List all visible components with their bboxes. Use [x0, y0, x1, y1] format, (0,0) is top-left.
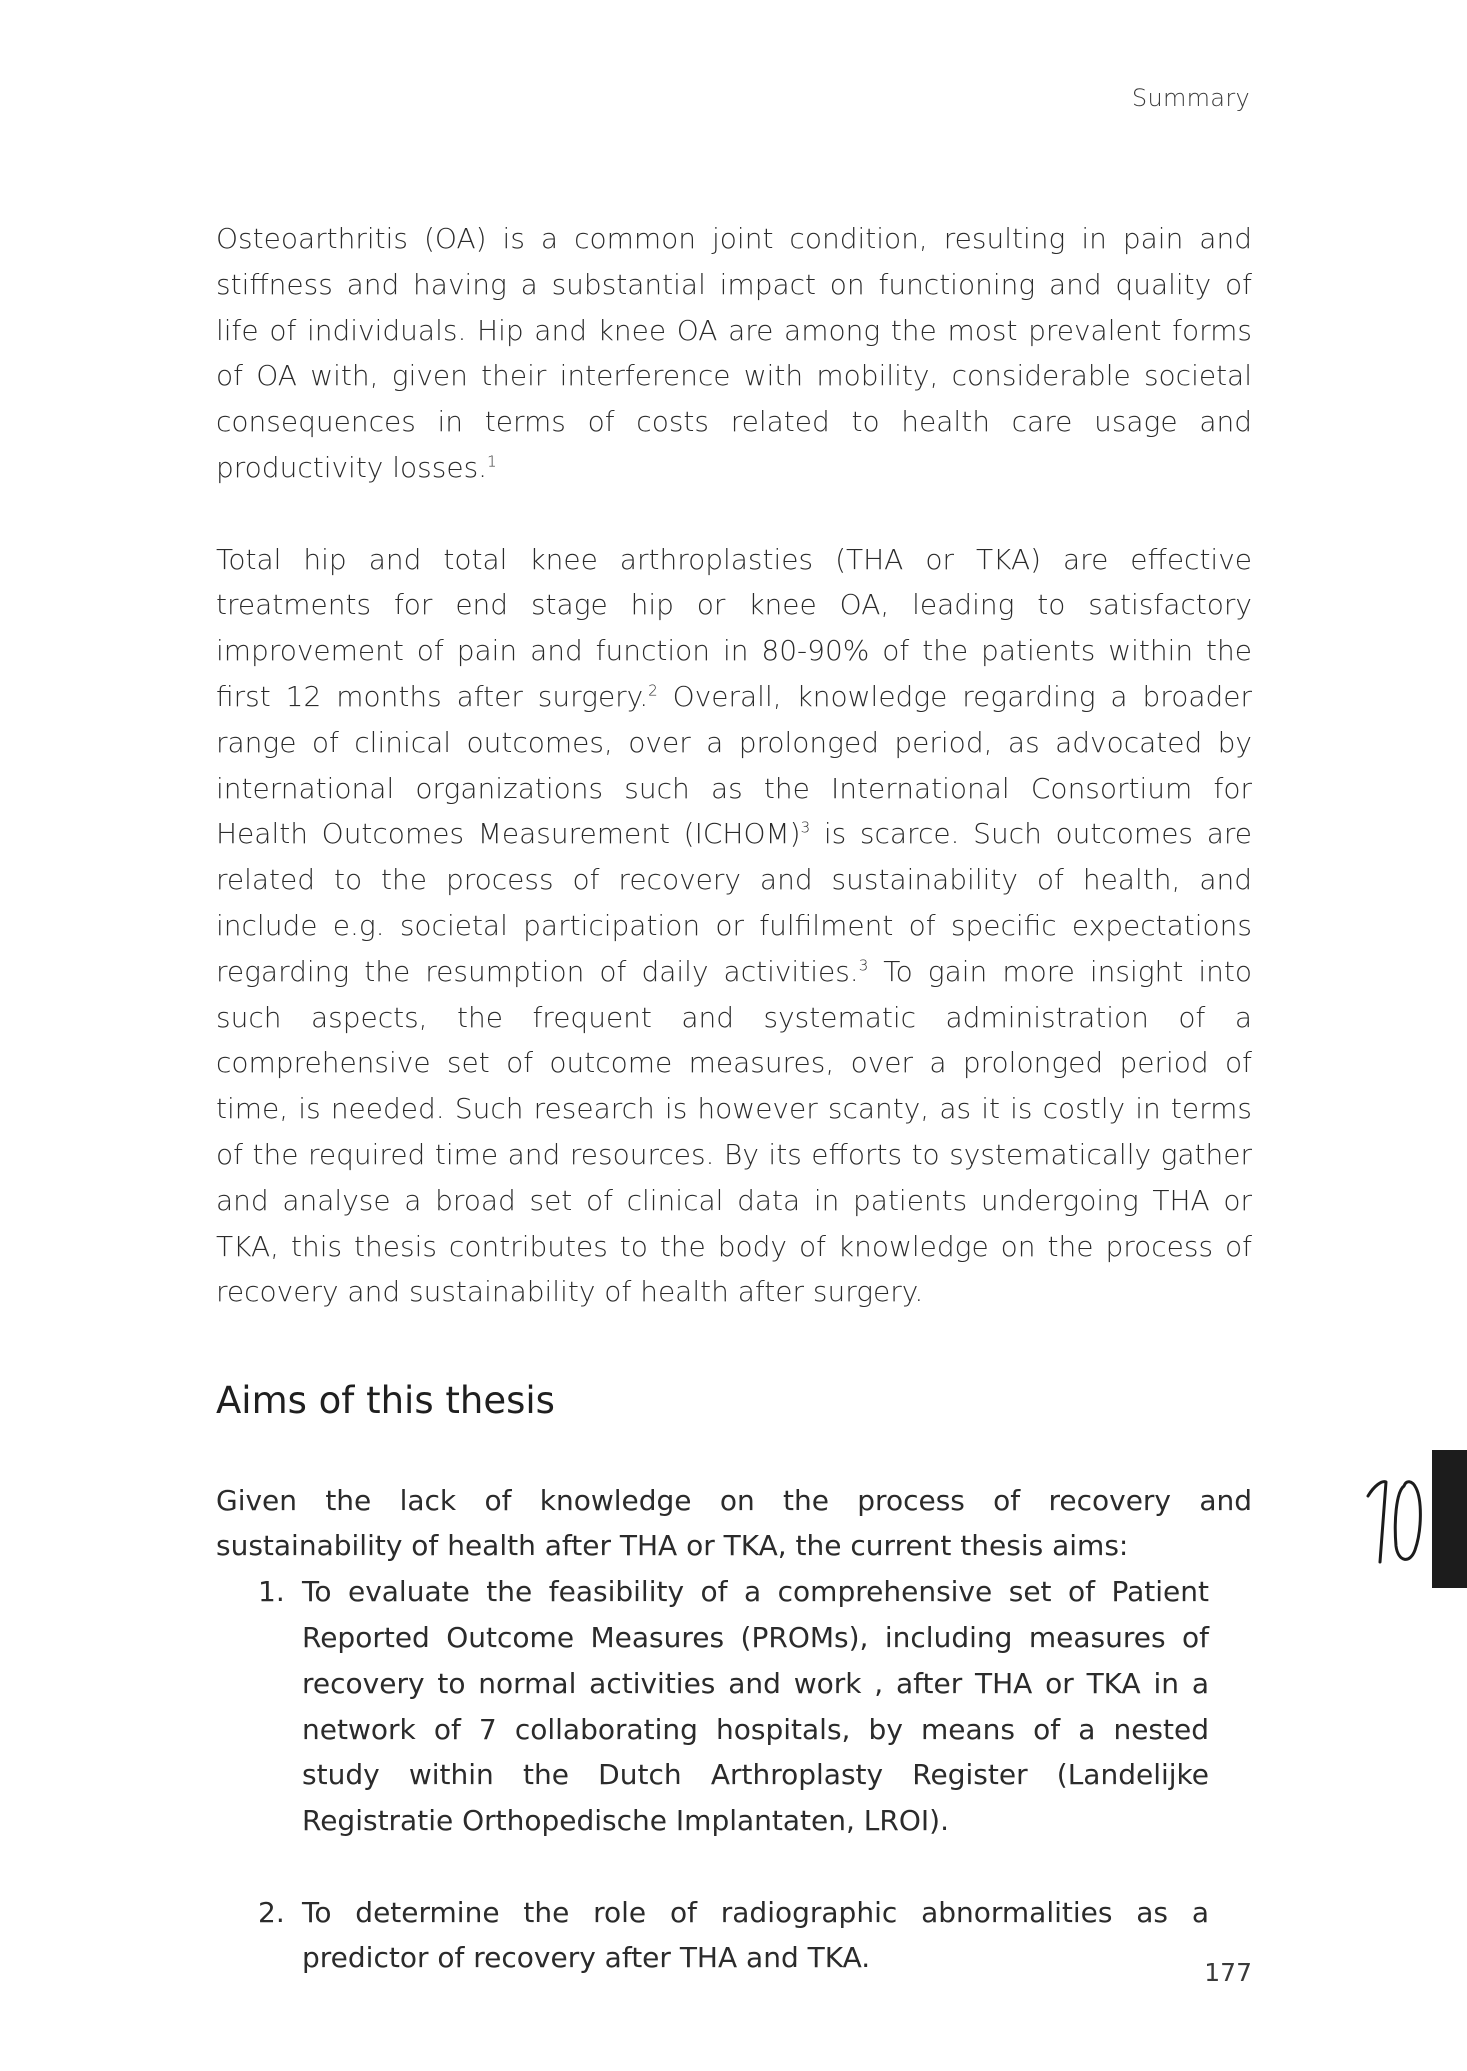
paragraph-intro: [216, 216, 1252, 491]
aim-text: To evaluate the feasibility of a comprehensive set of Patient Reported Outcome Measures (PROMs), including measures of recovery to normal activities and work , after THA or TKA in a network of 7 collaborating hospitals, by means of a nested study within the Dutch Arthroplasty Register (Landelijke Registratie Orthopedische Implantaten, LROI).: [302, 1575, 1209, 1838]
page-content: [216, 216, 1252, 2027]
section-title-aims: Aims of this thesis: [216, 1379, 555, 1423]
aim-item: [258, 1890, 1209, 1982]
paragraph-text-part: Total hip and total knee arthroplasties (THA or TKA) are effective treatments for end stage hip or knee OA, leading to satisfactory improvement of pain and function in 80-90% of the patients within the first 12 months after surgery.: [216, 542, 1252, 713]
chapter-number-handwritten: [1360, 1470, 1430, 1570]
chapter-number-digit-1: [1368, 1482, 1386, 1562]
paragraph-text-part: To gain more insight into such aspects, the frequent and systematic administration of a comprehensive set of outcome measures, over a prolonged period of time, is needed. Such research is however scanty, as it is costly in terms of the required time and resources. By its efforts to systematically gather and analyse a broad set of clinical data in patients undergoing THA or TKA, this thesis contributes to the body of knowledge on the process of recovery and sustainability of health after surgery.: [216, 954, 1252, 1309]
chapter-tab: [1432, 1450, 1467, 1588]
paragraph-arthroplasty: [216, 537, 1252, 1316]
aim-number: 1.: [258, 1575, 285, 1609]
aims-intro: Given the lack of knowledge on the process of recovery and sustainability of health after THA or TKA, the current thesis aims:: [216, 1483, 1252, 1563]
page-number: 177: [1204, 1958, 1252, 1987]
reference-marker: 3: [858, 956, 869, 975]
aim-item: [258, 1569, 1209, 1844]
paragraph-text-part: is scarce. Such outcomes are related to the process of recovery and sustainability of health, and include e.g. societal participation or fulfilment of specific expectations regarding the resumption of daily activities.: [216, 817, 1252, 988]
aim-number: 2.: [258, 1895, 285, 1929]
reference-marker: 2: [648, 681, 658, 700]
aim-text: To determine the role of radiographic abnormalities as a predictor of recovery after THA and TKA.: [302, 1895, 1209, 1975]
paragraph-intro-text: Osteoarthritis (OA) is a common joint condition, resulting in pain and stiffness and having a substantial impact on functioning and quality of life of individuals. Hip and knee OA are among the most prevalent forms of OA with, given their interference with mobility, considerable societal consequences in terms of costs related to health care usage and productivity losses.: [216, 222, 1252, 484]
chapter-number-digit-0: [1395, 1482, 1420, 1560]
running-header: Summary: [1131, 84, 1250, 112]
reference-marker: 1: [487, 452, 497, 471]
reference-marker: 3: [800, 819, 811, 838]
paragraph-text-part: Overall, knowledge regarding a broader range of clinical outcomes, over a prolonged period, as advocated by international organizations such as the International Consortium for Health Outcomes Measurement (ICHOM): [216, 679, 1252, 851]
aims-list: [216, 1569, 1252, 1981]
